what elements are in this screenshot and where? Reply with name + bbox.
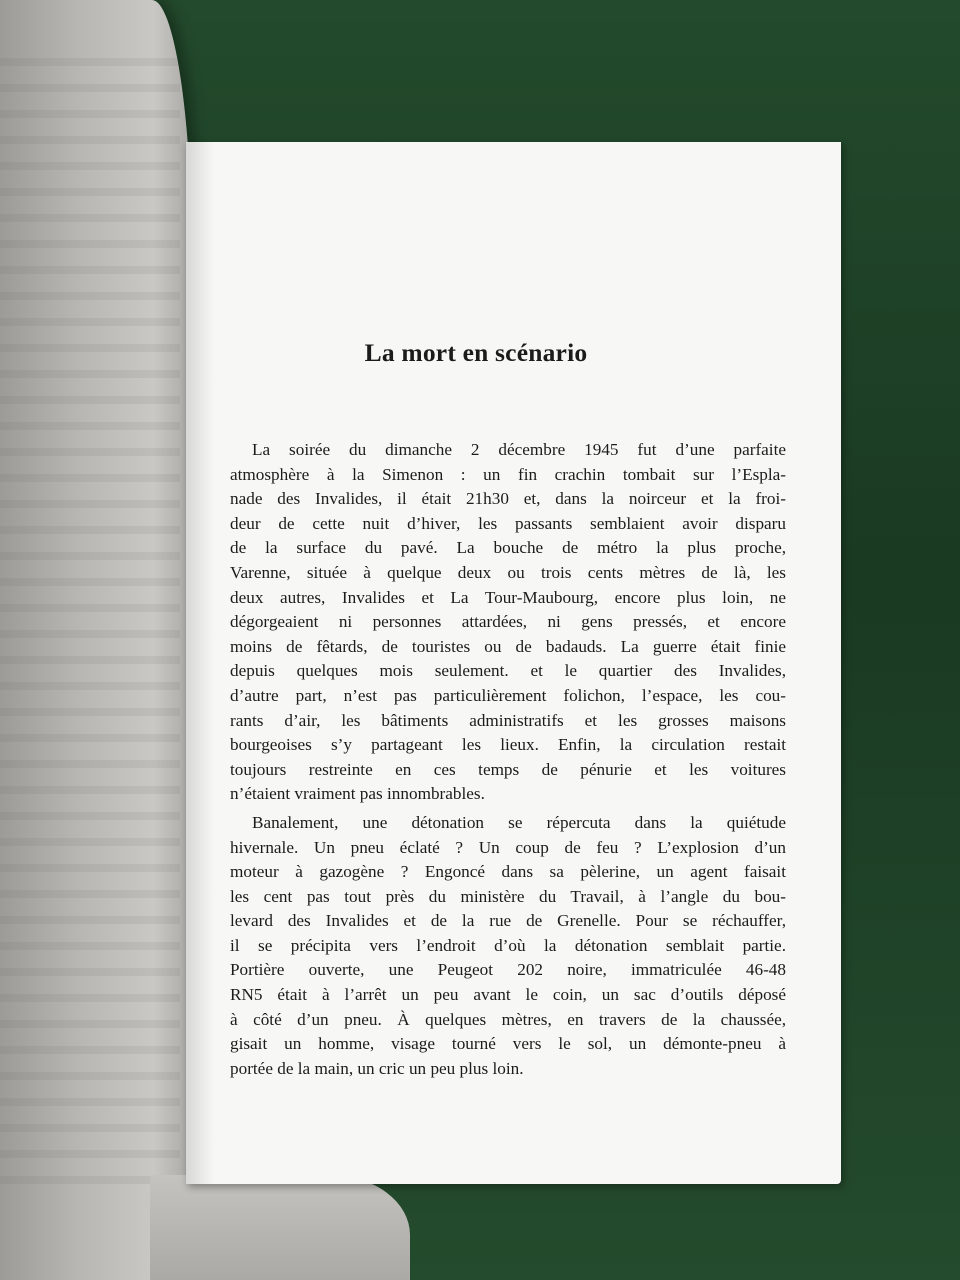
- text-line: bourgeoises s’y partageant les lieux. Enfin, la circulation restait: [230, 735, 786, 755]
- text-line: levard des Invalides et de la rue de Grenelle. Pour se réchauffer,: [230, 911, 786, 931]
- text-line: n’étaient vraiment pas innombrables.: [230, 784, 485, 804]
- text-line: Portière ouverte, une Peugeot 202 noire, immatriculée 46-48: [230, 960, 786, 980]
- chapter-body: [230, 438, 786, 1081]
- text-line: toujours restreinte en ces temps de pénurie et les voitures: [230, 759, 786, 779]
- book-page: [186, 142, 841, 1184]
- text-line: nade des Invalides, il était 21h30 et, dans la noirceur et la froi-: [230, 489, 786, 509]
- paragraph-2: [230, 811, 786, 1082]
- paragraph-1: [230, 438, 786, 807]
- text-line: Varenne, située à quelque deux ou trois cents mètres de là, les: [230, 562, 786, 582]
- text-line: hivernale. Un pneu éclaté ? Un coup de feu ? L’explosion d’un: [230, 837, 786, 857]
- text-line: dégorgeaient ni personnes attardées, ni gens pressés, et encore: [230, 612, 786, 632]
- text-line: gisait un homme, visage tourné vers le sol, un démonte-pneu à: [230, 1034, 786, 1054]
- text-line: portée de la main, un cric un peu plus loin.: [230, 1058, 524, 1078]
- text-line: deur de cette nuit d’hiver, les passants semblaient avoir disparu: [230, 513, 786, 533]
- text-line: d’autre part, n’est pas particulièrement folichon, l’espace, les cou-: [230, 685, 786, 705]
- text-line: moins de fêtards, de touristes ou de badauds. La guerre était finie: [230, 636, 786, 656]
- text-line: Banalement, une détonation se répercuta dans la quiétude: [252, 812, 786, 832]
- text-line: RN5 était à l’arrêt un peu avant le coin, un sac d’outils déposé: [230, 985, 786, 1005]
- chapter-title: La mort en scénario: [364, 338, 588, 367]
- text-line: il se précipita vers l’endroit d’où la détonation semblait partie.: [230, 935, 786, 955]
- facing-page-blurred-text: [0, 40, 180, 1190]
- text-line: les cent pas tout près du ministère du Travail, à l’angle du bou-: [230, 886, 786, 906]
- text-line: de la surface du pavé. La bouche de métro la plus proche,: [230, 538, 786, 558]
- text-line: deux autres, Invalides et La Tour-Maubourg, encore plus loin, ne: [230, 587, 786, 607]
- text-line: depuis quelques mois seulement. et le quartier des Invalides,: [230, 661, 786, 681]
- book-page-stack: [150, 1175, 410, 1280]
- text-line: moteur à gazogène ? Engoncé dans sa pèlerine, un agent faisait: [230, 862, 786, 882]
- facing-page-left: [0, 0, 192, 1280]
- text-line: La soirée du dimanche 2 décembre 1945 fut d’une parfaite: [252, 440, 786, 459]
- text-line: rants d’air, les bâtiments administratifs et les grosses maisons: [230, 710, 786, 730]
- text-line: atmosphère à la Simenon : un fin crachin tombait sur l’Espla-: [230, 464, 786, 484]
- text-line: à côté d’un pneu. À quelques mètres, en travers de la chaussée,: [230, 1009, 786, 1029]
